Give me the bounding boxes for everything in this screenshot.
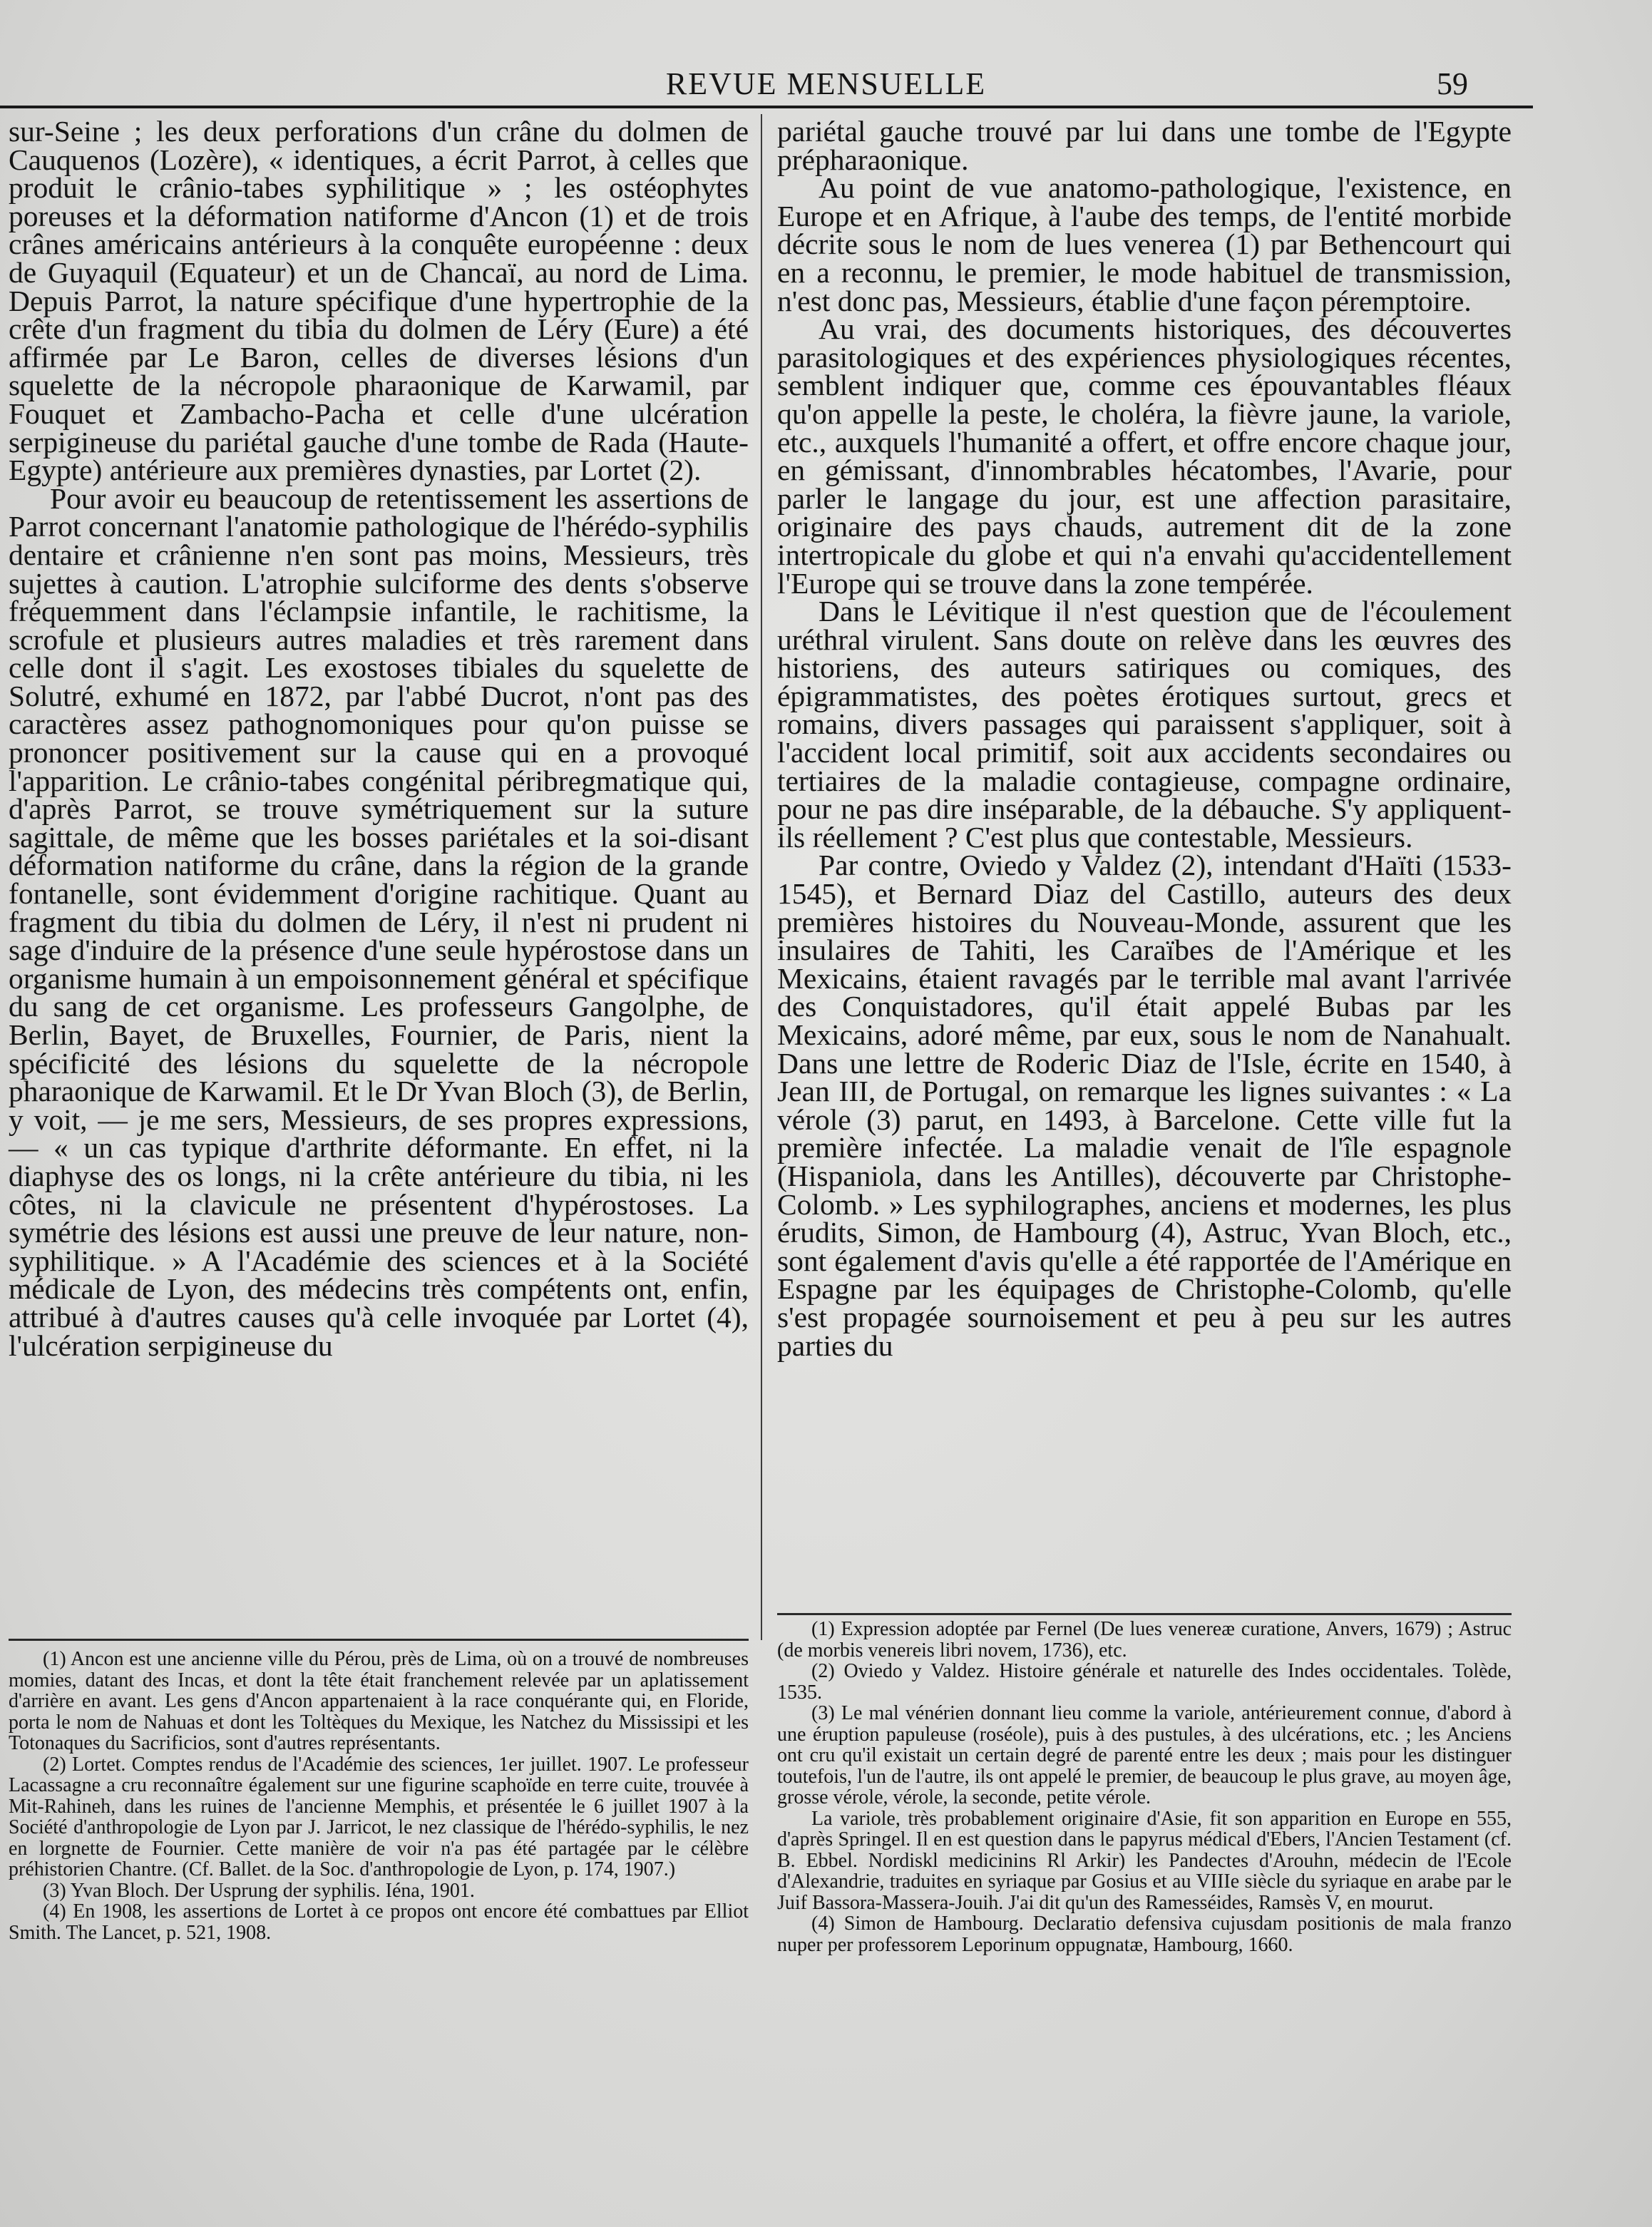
footnote: (4) Simon de Hambourg. Declaratio defensiva cujusdam positionis de mala franzo nuper per professorem Leporinum oppugnatæ, Hambourg, 1660. [777,1913,1512,1956]
page-number: 59 [1437,66,1468,101]
paragraph: pariétal gauche trouvé par lui dans une tombe de l'Egypte prépharaonique. [777,115,1512,176]
footnote-rule-left [9,1639,749,1641]
paragraph: Dans le Lévitique il n'est question que de l'écoulement uréthral virulent. Sans doute on relève dans les œuvres des historiens, des auteurs satiriques ou comiques, des épigrammatistes, des poètes érotiques surtout, grecs et romains, divers passages qui paraissent s'appliquer, soit à l'accident local primitif, soit aux accidents secondaires ou tertiaires de la maladie contagieuse, compagne ordinaire, pour ne pas dire inséparable, de la débauche. S'y appliquent-ils réellement ? C'est plus que contestable, Messieurs. [777,595,1512,854]
column-rule [761,114,762,1640]
right-column [777,115,1512,1362]
footnote: La variole, très probablement originaire d'Asie, fit son apparition en Europe en 555, d'après Springel. Il en est question dans le papyrus médical d'Ebers, l'Ancien Testament (cf. B. Ebbel. Nordiskl medicinins Rl Arkir) les Pandectes d'Arouhn, médecin de l'Ecole d'Alexandrie, traduites en syriaque par Gosius et au VIIIe siècle du syriaque en arabe par le Juif Bassora-Massera-Jouih. J'ai dit qu'un des Ramesséides, Ramsès V, en mourut. [777,1807,1512,1914]
footnotes-left [9,1649,749,1943]
footnote: (1) Ancon est une ancienne ville du Pérou, près de Lima, où on a trouvé de nombreuses momies, datant des Incas, et dont la tête était franchement relevée par un aplatissement d'arrière en avant. Les gens d'Ancon appartenaient à la race conquérante qui, en Floride, porta le nom de Nahuas et dont les Toltèques du Mexique, les Natchez du Mississipi et les Totonaques du Sacrificios, sont d'autres représentants. [9,1648,749,1754]
paragraph: Par contre, Oviedo y Valdez (2), intendant d'Haïti (1533-1545), et Bernard Diaz del Castillo, auteurs des deux premières histoires du Nouveau-Monde, assurent que les insulaires de Tahiti, les Caraïbes de l'Amérique et les Mexicains, étaient ravagés par le terrible mal avant l'arrivée des Conquistadores, qu'il était appelé Bubas par les Mexicains, adoré même, par eux, sous le nom de Nanahualt. Dans une lettre de Roderic Diaz de l'Isle, écrite en 1540, à Jean III, de Portugal, on remarque les lignes suivantes : « La vérole (3) parut, en 1493, à Barcelone. Cette ville fut la première infectée. La maladie venait de l'île espagnole (Hispaniola, dans les Antilles), découverte par Christophe-Colomb. » Les syphilographes, anciens et modernes, les plus érudits, Simon, de Hambourg (4), Astruc, Yvan Bloch, etc., sont également d'avis qu'elle a été rapportée de l'Amérique en Espagne par les équipages de Christophe-Colomb, qu'elle s'est propagée sournoisement et peu à peu sur les autres parties du [777,849,1512,1362]
header-rule [0,106,1533,108]
paragraph: Pour avoir eu beaucoup de retentissement les assertions de Parrot concernant l'anatomie pathologique de l'hérédo-syphilis dentaire et crânienne n'en sont pas moins, Messieurs, très sujettes à caution. L'atrophie sulciforme des dents s'observe fréquemment dans l'éclampsie infantile, le rachitisme, la scrofule et plusieurs autres maladies et très rarement dans celle dont il s'agit. Les exostoses tibiales du squelette de Solutré, exhumé en 1872, par l'abbé Ducrot, n'ont pas des caractères assez pathognomoniques pour qu'on puisse se prononcer positivement sur la cause qui en a provoqué l'apparition. Le crânio-tabes congénital péribregmatique qui, d'après Parrot, se trouve symétriquement sur la suture sagittale, de même que les bosses pariétales et la soi-disant déformation natiforme du crâne, dans la région de la grande fontanelle, sont évidemment d'origine rachitique. Quant au fragment du tibia du dolmen de Léry, il n'est ni prudent ni sage d'induire de la présence d'une seule hypérostose dans un organisme humain à un empoisonnement général et spécifique du sang de cet organisme. Les professeurs Gangolphe, de Berlin, Bayet, de Bruxelles, Fournier, de Paris, nient la spécificité des lésions du squelette de la nécropole pharaonique de Karwamil. Et le Dr Yvan Bloch (3), de Berlin, y voit, — je me sers, Messieurs, de ses propres expressions, — « un cas typique d'arthrite déformante. En effet, ni la diaphyse des os longs, ni la crête antérieure du tibia, ni les côtes, ni la clavicule ne présentent d'hypérostoses. La symétrie des lésions est aussi une preuve de leur nature, non-syphilitique. » A l'Académie des sciences et à la Société médicale de Lyon, des médecins très compétents ont, enfin, attribué à d'autres causes qu'à celle invoquée par Lortet (4), l'ulcération serpigineuse du [9,481,749,1362]
paragraph: sur-Seine ; les deux perforations d'un crâne du dolmen de Cauquenos (Lozère), « identiques, a écrit Parrot, à celles que produit le crânio-tabes syphilitique » ; les ostéophytes poreuses et la déformation natiforme d'Ancon (1) et de trois crânes américains antérieurs à la conquête européenne : deux de Guyaquil (Equateur) et un de Chancaï, au nord de Lima. Depuis Parrot, la nature spécifique d'une hypertrophie de la crête d'un fragment du tibia du dolmen de Léry (Eure) a été affirmée par Le Baron, celles de diverses lésions d'un squelette de la nécropole pharaonique de Karwamil, par Fouquet et Zambacho-Pacha et celle d'une ulcération serpigineuse du pariétal gauche d'une tombe de Rada (Haute-Egypte) antérieure aux premières dynasties, par Lortet (2). [9,115,749,487]
footnote: (3) Le mal vénérien donnant lieu comme la variole, antérieurement connue, d'abord à une éruption papuleuse (roséole), puis à des pustules, à des ulcérations, etc. ; les Anciens ont cru qu'il existait un certain degré de parenté entre les deux ; mais pour les distinguer toutefois, l'un de l'autre, ils ont appelé le premier, de beaucoup le plus grave, au moyen âge, grosse vérole, vérole, la seconde, petite vérole. [777,1702,1512,1808]
footnote: (3) Yvan Bloch. Der Usprung der syphilis. Iéna, 1901. [43,1879,475,1902]
footnote: (4) En 1908, les assertions de Lortet à ce propos ont encore été combattues par Elliot Smith. The Lancet, p. 521, 1908. [9,1900,749,1944]
footnote: (2) Lortet. Comptes rendus de l'Académie des sciences, 1er juillet. 1907. Le professeur Lacassagne a cru reconnaître également sur une figurine scaphoïde en terre cuite, trouvée à Mit-Rahineh, dans les ruines de l'ancienne Memphis, et présentée le 6 juillet 1907 à la Société d'anthropologie de Lyon par J. Jarricot, le nez classique de l'hérédo-syphilis, le nez en lorgnette de Fournier. Cette manière de voir n'a pas été partagée par le célèbre préhistorien Chantre. (Cf. Ballet. de la Soc. d'anthropologie de Lyon, p. 174, 1907.) [9,1753,749,1880]
footnotes-right [777,1619,1512,1955]
running-title: REVUE MENSUELLE [665,66,987,101]
paragraph: Au vrai, des documents historiques, des découvertes parasitologiques et des expériences physiologiques récentes, semblent indiquer que, comme ces épouvantables fléaux qu'on appelle la peste, le choléra, la fièvre jaune, la variole, etc., auxquels l'humanité a offert, et offre encore chaque jour, en gémissant, d'innombrables hécatombes, l'Avarie, pour parler le langage du jour, est une affection parasitaire, originaire des pays chauds, autrement dit de la zone intertropicale du globe et qui n'a envahi qu'accidentellement l'Europe qui se trouve dans la zone tempérée. [777,312,1512,600]
left-column-text [9,115,749,1362]
footnote-rule-right [777,1613,1512,1615]
footnote: (1) Expression adoptée par Fernel (De lues venereæ curatione, Anvers, 1679) ; Astruc (de morbis venereis libri novem, 1736), etc. [777,1618,1512,1662]
left-column [9,115,749,1362]
right-column-text [777,115,1512,1362]
paragraph: Au point de vue anatomo-pathologique, l'existence, en Europe et en Afrique, à l'aube des temps, de l'entité morbide décrite sous le nom de lues venerea (1) par Bethencourt qui en a reconnu, le premier, le mode habituel de transmission, n'est donc pas, Messieurs, établie d'une façon péremptoire. [777,171,1512,317]
running-head [0,66,1652,108]
footnote: (2) Oviedo y Valdez. Histoire générale et naturelle des Indes occidentales. Tolède, 1535. [777,1660,1512,1704]
